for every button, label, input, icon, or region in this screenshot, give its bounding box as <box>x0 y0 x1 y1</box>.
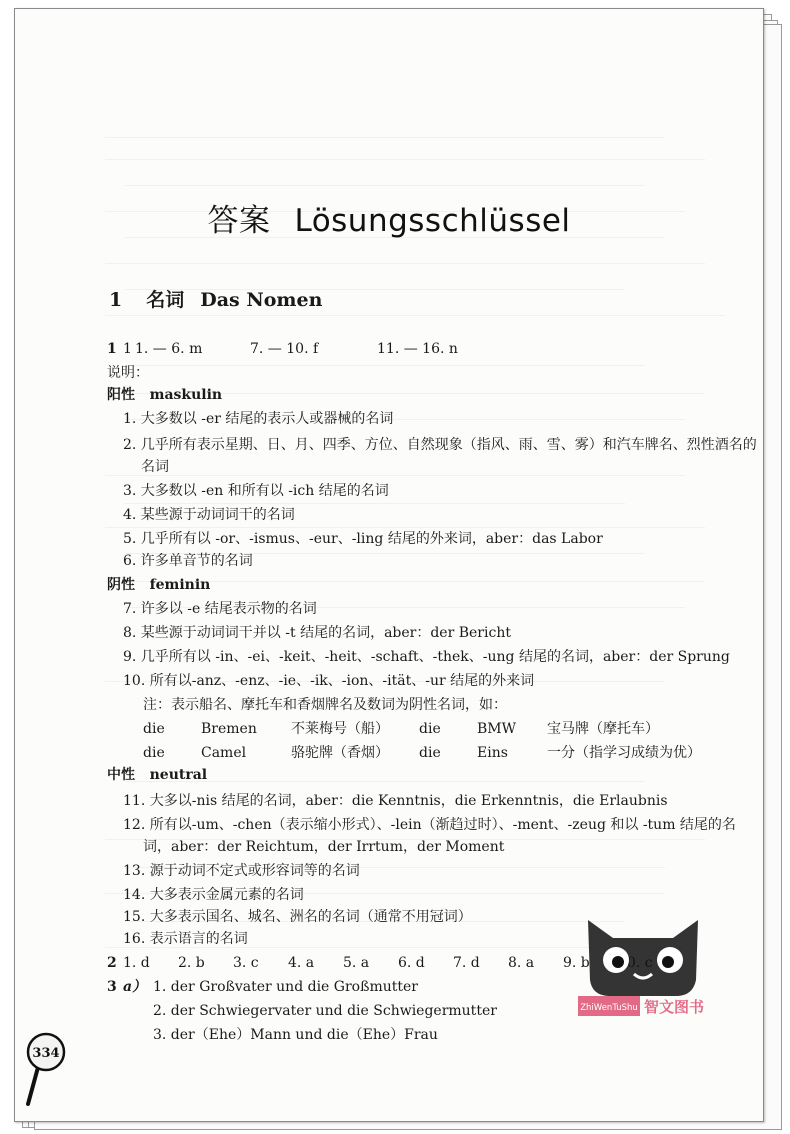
example-gloss: 一分（指学习成绩为优） <box>547 745 701 761</box>
cat-logo-icon <box>578 910 708 1030</box>
example-gloss: 骆驼牌（香烟） <box>291 745 389 761</box>
ex2-answer: 9. b <box>563 955 590 971</box>
ex2-answer: 5. a <box>343 955 370 971</box>
list-item: 1. 大多数以 -er 结尾的表示人或器械的名词 <box>123 411 394 427</box>
example-article: die <box>143 745 165 761</box>
ex2-answer: 3. c <box>233 955 259 971</box>
list-item: 6. 许多单音节的名词 <box>123 553 253 569</box>
ex2-number: 2 <box>107 955 117 971</box>
page-number: 334 <box>32 1046 60 1061</box>
masculine-heading-de: maskulin <box>149 387 223 403</box>
example-article: die <box>419 721 441 737</box>
ex2-answer: 2. b <box>178 955 205 971</box>
example-noun: Eins <box>477 745 508 761</box>
example-row <box>143 743 701 763</box>
ex3-number: 3 <box>107 979 117 995</box>
feminine-heading-de: feminin <box>149 577 211 593</box>
example-noun: Camel <box>201 745 247 761</box>
example-row <box>143 719 659 739</box>
ex2-answer-row <box>107 953 653 973</box>
list-item-continued: 名词 <box>141 459 169 475</box>
ex3-heading <box>107 977 418 997</box>
watermark-logo <box>578 910 708 1030</box>
page-title <box>15 195 763 240</box>
section-number: 1 <box>109 289 123 311</box>
list-item: 7. 许多以 -e 结尾表示物的名词 <box>123 601 317 617</box>
section-title-cn: 名词 <box>146 289 185 311</box>
ex1-answer-row <box>107 339 458 359</box>
section-title-de: Das Nomen <box>200 289 323 311</box>
feminine-heading <box>107 575 210 595</box>
list-item: 2. der Schwiegervater und die Schwiegermutter <box>153 1003 497 1019</box>
list-item-continued: 词，aber：der Reichtum，der Irrtum，der Moment <box>143 839 505 855</box>
page-number-badge <box>26 1026 88 1114</box>
ex1-range-fem: 7. — 10. f <box>250 341 319 357</box>
masculine-heading-cn: 阳性 <box>107 387 135 403</box>
list-item: 4. 某些源于动词词干的名词 <box>123 507 295 523</box>
page-title-cn: 答案 <box>207 203 271 239</box>
page-title-de: Lösungsschlüssel <box>294 203 571 239</box>
list-item: 12. 所有以-um、-chen（表示缩小形式）、-lein（渐趋过时）、-ment、-zeug 和以 -tum 结尾的名 <box>123 817 736 833</box>
example-article: die <box>419 745 441 761</box>
example-noun: Bremen <box>201 721 257 737</box>
list-item: 11. 大多以-nis 结尾的名词，aber：die Kenntnis，die Erkenntnis，die Erlaubnis <box>123 793 668 809</box>
neuter-heading-de: neutral <box>149 767 208 783</box>
example-gloss: 宝马牌（摩托车） <box>547 721 659 737</box>
example-gloss: 不莱梅号（船） <box>291 721 389 737</box>
list-item: 8. 某些源于动词词干并以 -t 结尾的名词，aber：der Bericht <box>123 625 511 641</box>
list-item: 2. 几乎所有表示星期、日、月、四季、方位、自然现象（指风、雨、雪、雾）和汽车牌名、烈性酒名的 <box>123 437 757 453</box>
list-item: 9. 几乎所有以 -in、-ei、-keit、-heit、-schaft、-thek、-ung 结尾的名词，aber：der Sprung <box>123 649 730 665</box>
ex1-number: 1 <box>107 341 117 357</box>
watermark-brand: 智文图书 <box>643 998 705 1016</box>
masculine-heading <box>107 385 222 405</box>
list-item: 5. 几乎所有以 -or、-ismus、-eur、-ling 结尾的外来词，aber：das Labor <box>123 531 603 547</box>
list-item: 16. 表示语言的名词 <box>123 931 248 947</box>
list-item: 14. 大多表示金属元素的名词 <box>123 887 304 903</box>
list-item: 13. 源于动词不定式或形容词等的名词 <box>123 863 360 879</box>
ex1-note-label: 说明： <box>107 365 149 381</box>
ex1-range-masc: 1. — 6. m <box>135 341 203 357</box>
ex1-range-neu: 11. — 16. n <box>377 341 458 357</box>
example-article: die <box>143 721 165 737</box>
ex2-answer: 6. d <box>398 955 425 971</box>
list-item: 1. der Großvater und die Großmutter <box>153 979 418 995</box>
neuter-heading-cn: 中性 <box>107 767 135 783</box>
ex2-answer: 7. d <box>453 955 480 971</box>
feminine-heading-cn: 阴性 <box>107 577 135 593</box>
ex2-answer: 4. a <box>288 955 315 971</box>
example-noun: BMW <box>477 721 517 737</box>
ex3-part-label: a） <box>123 979 147 995</box>
watermark-site: ZhiWenTuShu <box>580 1003 638 1013</box>
list-item: 10. 所有以-anz、-enz、-ie、-ik、-ion、-ität、-ur 结尾的外来词 <box>123 673 535 689</box>
list-item: 3. der（Ehe）Mann und die（Ehe）Frau <box>153 1027 438 1043</box>
neuter-heading <box>107 765 207 785</box>
list-item: 15. 大多表示国名、城名、洲名的名词（通常不用冠词） <box>123 909 472 925</box>
ex2-answer: 1. d <box>123 955 150 971</box>
section-heading <box>109 285 322 312</box>
ex1-part-label: 1 <box>123 341 132 357</box>
list-item: 3. 大多数以 -en 和所有以 -ich 结尾的名词 <box>123 483 389 499</box>
ex2-answer: 8. a <box>508 955 535 971</box>
feminine-note: 注：表示船名、摩托车和香烟牌名及数词为阴性名词，如： <box>143 697 507 713</box>
